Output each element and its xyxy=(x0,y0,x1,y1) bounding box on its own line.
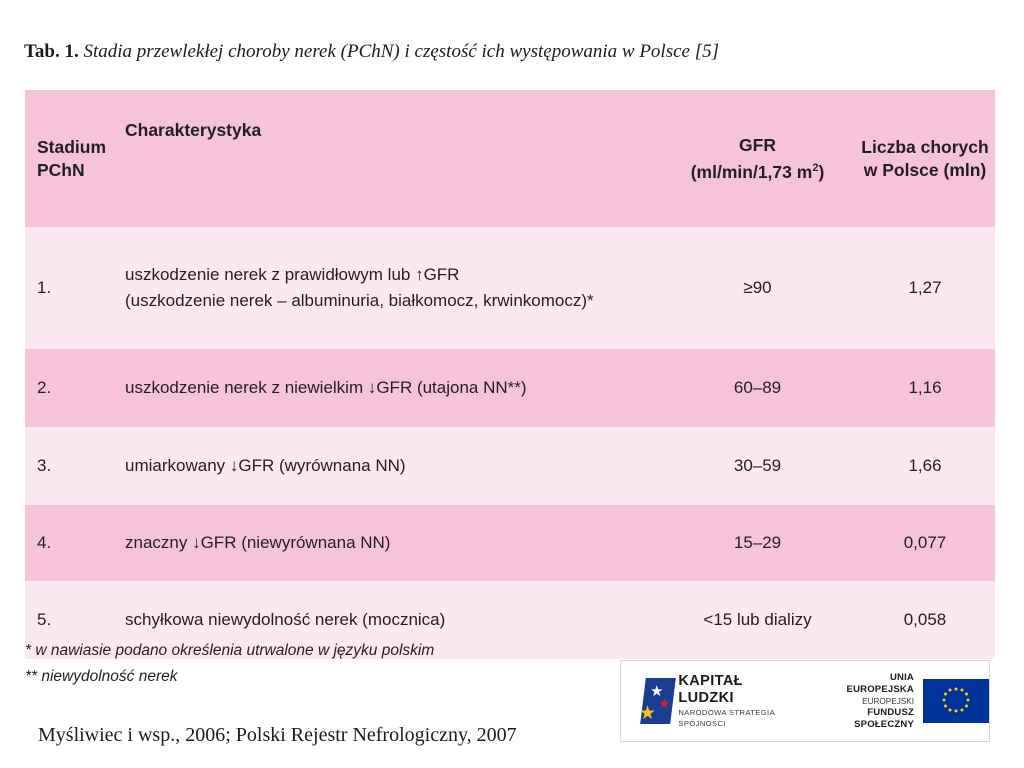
table-header-row xyxy=(25,90,995,227)
column-header-characteristic-label: Charakterystyka xyxy=(125,120,262,140)
column-header-gfr xyxy=(660,90,855,227)
cell-count: 1,16 xyxy=(855,349,995,427)
table-title-label: Tab. 1. xyxy=(24,41,79,62)
yellow-star-icon: ★ xyxy=(639,702,657,724)
cell-gfr: ≥90 xyxy=(660,227,855,349)
gfr-unit-close: ) xyxy=(818,161,825,182)
column-header-characteristic xyxy=(125,90,660,227)
eu-flag-icon xyxy=(923,679,989,723)
cell-stage: 4. xyxy=(25,505,125,581)
cell-characteristic: schyłkowa niewydolność nerek (mocznica) xyxy=(125,581,660,659)
column-header-gfr-line1: GFR xyxy=(739,134,776,155)
column-header-gfr-line2 xyxy=(660,157,855,184)
table-row xyxy=(25,427,995,505)
cell-gfr: 60–89 xyxy=(660,349,855,427)
column-header-count-line2: w Polsce (mln) xyxy=(863,159,987,180)
table-title-text: Stadia przewlekłej choroby nerek (PChN) i częstość ich występowania w Polsce [5] xyxy=(83,41,720,62)
kapital-ludzki-subtitle: NARODOWA STRATEGIA SPÓJNOŚCI xyxy=(678,708,775,728)
cell-characteristic-line2: (uszkodzenie nerek – albuminuria, białkomocz, krwinkomocz)* xyxy=(125,291,594,310)
table-title xyxy=(24,40,984,64)
footnote-single-asterisk: * w nawiasie podano określenia utrwalone w języku polskim xyxy=(25,642,435,659)
kapital-ludzki-logo xyxy=(639,673,802,729)
column-header-stage-line1: Stadium xyxy=(37,136,107,157)
footnote-double-asterisk: ** niewydolność nerek xyxy=(25,668,178,685)
white-star-icon: ★ xyxy=(650,682,664,700)
cell-gfr: 30–59 xyxy=(660,427,855,505)
cell-count: 0,077 xyxy=(855,505,995,581)
funding-logo-box xyxy=(620,660,990,742)
cell-stage: 3. xyxy=(25,427,125,505)
column-header-count-line1: Liczba chorych xyxy=(861,136,989,157)
cell-characteristic-line1: uszkodzenie nerek z prawidłowym lub ↑GFR xyxy=(125,265,460,284)
kapital-ludzki-stars-icon xyxy=(639,678,669,724)
column-header-stage-line2: PChN xyxy=(37,159,85,180)
table-footnotes xyxy=(25,638,585,690)
unia-europejska-line3: FUNDUSZ SPOŁECZNY xyxy=(854,706,914,730)
source-caption: Myśliwiec i wsp., 2006; Polski Rejestr Nefrologiczny, 2007 xyxy=(38,724,517,746)
table-row xyxy=(25,349,995,427)
cell-gfr: 15–29 xyxy=(660,505,855,581)
cell-gfr: <15 lub dializy xyxy=(660,581,855,659)
ckd-stages-table xyxy=(25,90,995,659)
cell-count: 1,27 xyxy=(855,227,995,349)
kapital-ludzki-text xyxy=(678,673,801,729)
column-header-stage xyxy=(25,90,125,227)
cell-characteristic: uszkodzenie nerek z niewielkim ↓GFR (utajona NN**) xyxy=(125,349,660,427)
unia-europejska-text xyxy=(832,672,914,731)
cell-characteristic: umiarkowany ↓GFR (wyrównana NN) xyxy=(125,427,660,505)
table-header xyxy=(25,90,995,227)
cell-stage: 2. xyxy=(25,349,125,427)
cell-characteristic: znaczny ↓GFR (niewyrównana NN) xyxy=(125,505,660,581)
cell-count: 0,058 xyxy=(855,581,995,659)
table-body xyxy=(25,227,995,659)
unia-europejska-line1: UNIA EUROPEJSKA xyxy=(846,671,914,695)
cell-characteristic xyxy=(125,227,660,349)
kapital-ludzki-title: KAPITAŁ LUDZKI xyxy=(678,673,743,706)
gfr-unit-text: (ml/min/1,73 m xyxy=(690,161,813,182)
table-row xyxy=(25,227,995,349)
column-header-count xyxy=(855,90,995,227)
cell-stage: 1. xyxy=(25,227,125,349)
unia-europejska-logo xyxy=(832,672,989,731)
table-row xyxy=(25,505,995,581)
cell-count: 1,66 xyxy=(855,427,995,505)
red-star-icon: ★ xyxy=(658,696,671,712)
gfr-unit-superscript: 2 xyxy=(812,161,819,174)
cell-stage: 5. xyxy=(25,581,125,659)
unia-europejska-line2: EUROPEJSKI xyxy=(862,696,914,706)
